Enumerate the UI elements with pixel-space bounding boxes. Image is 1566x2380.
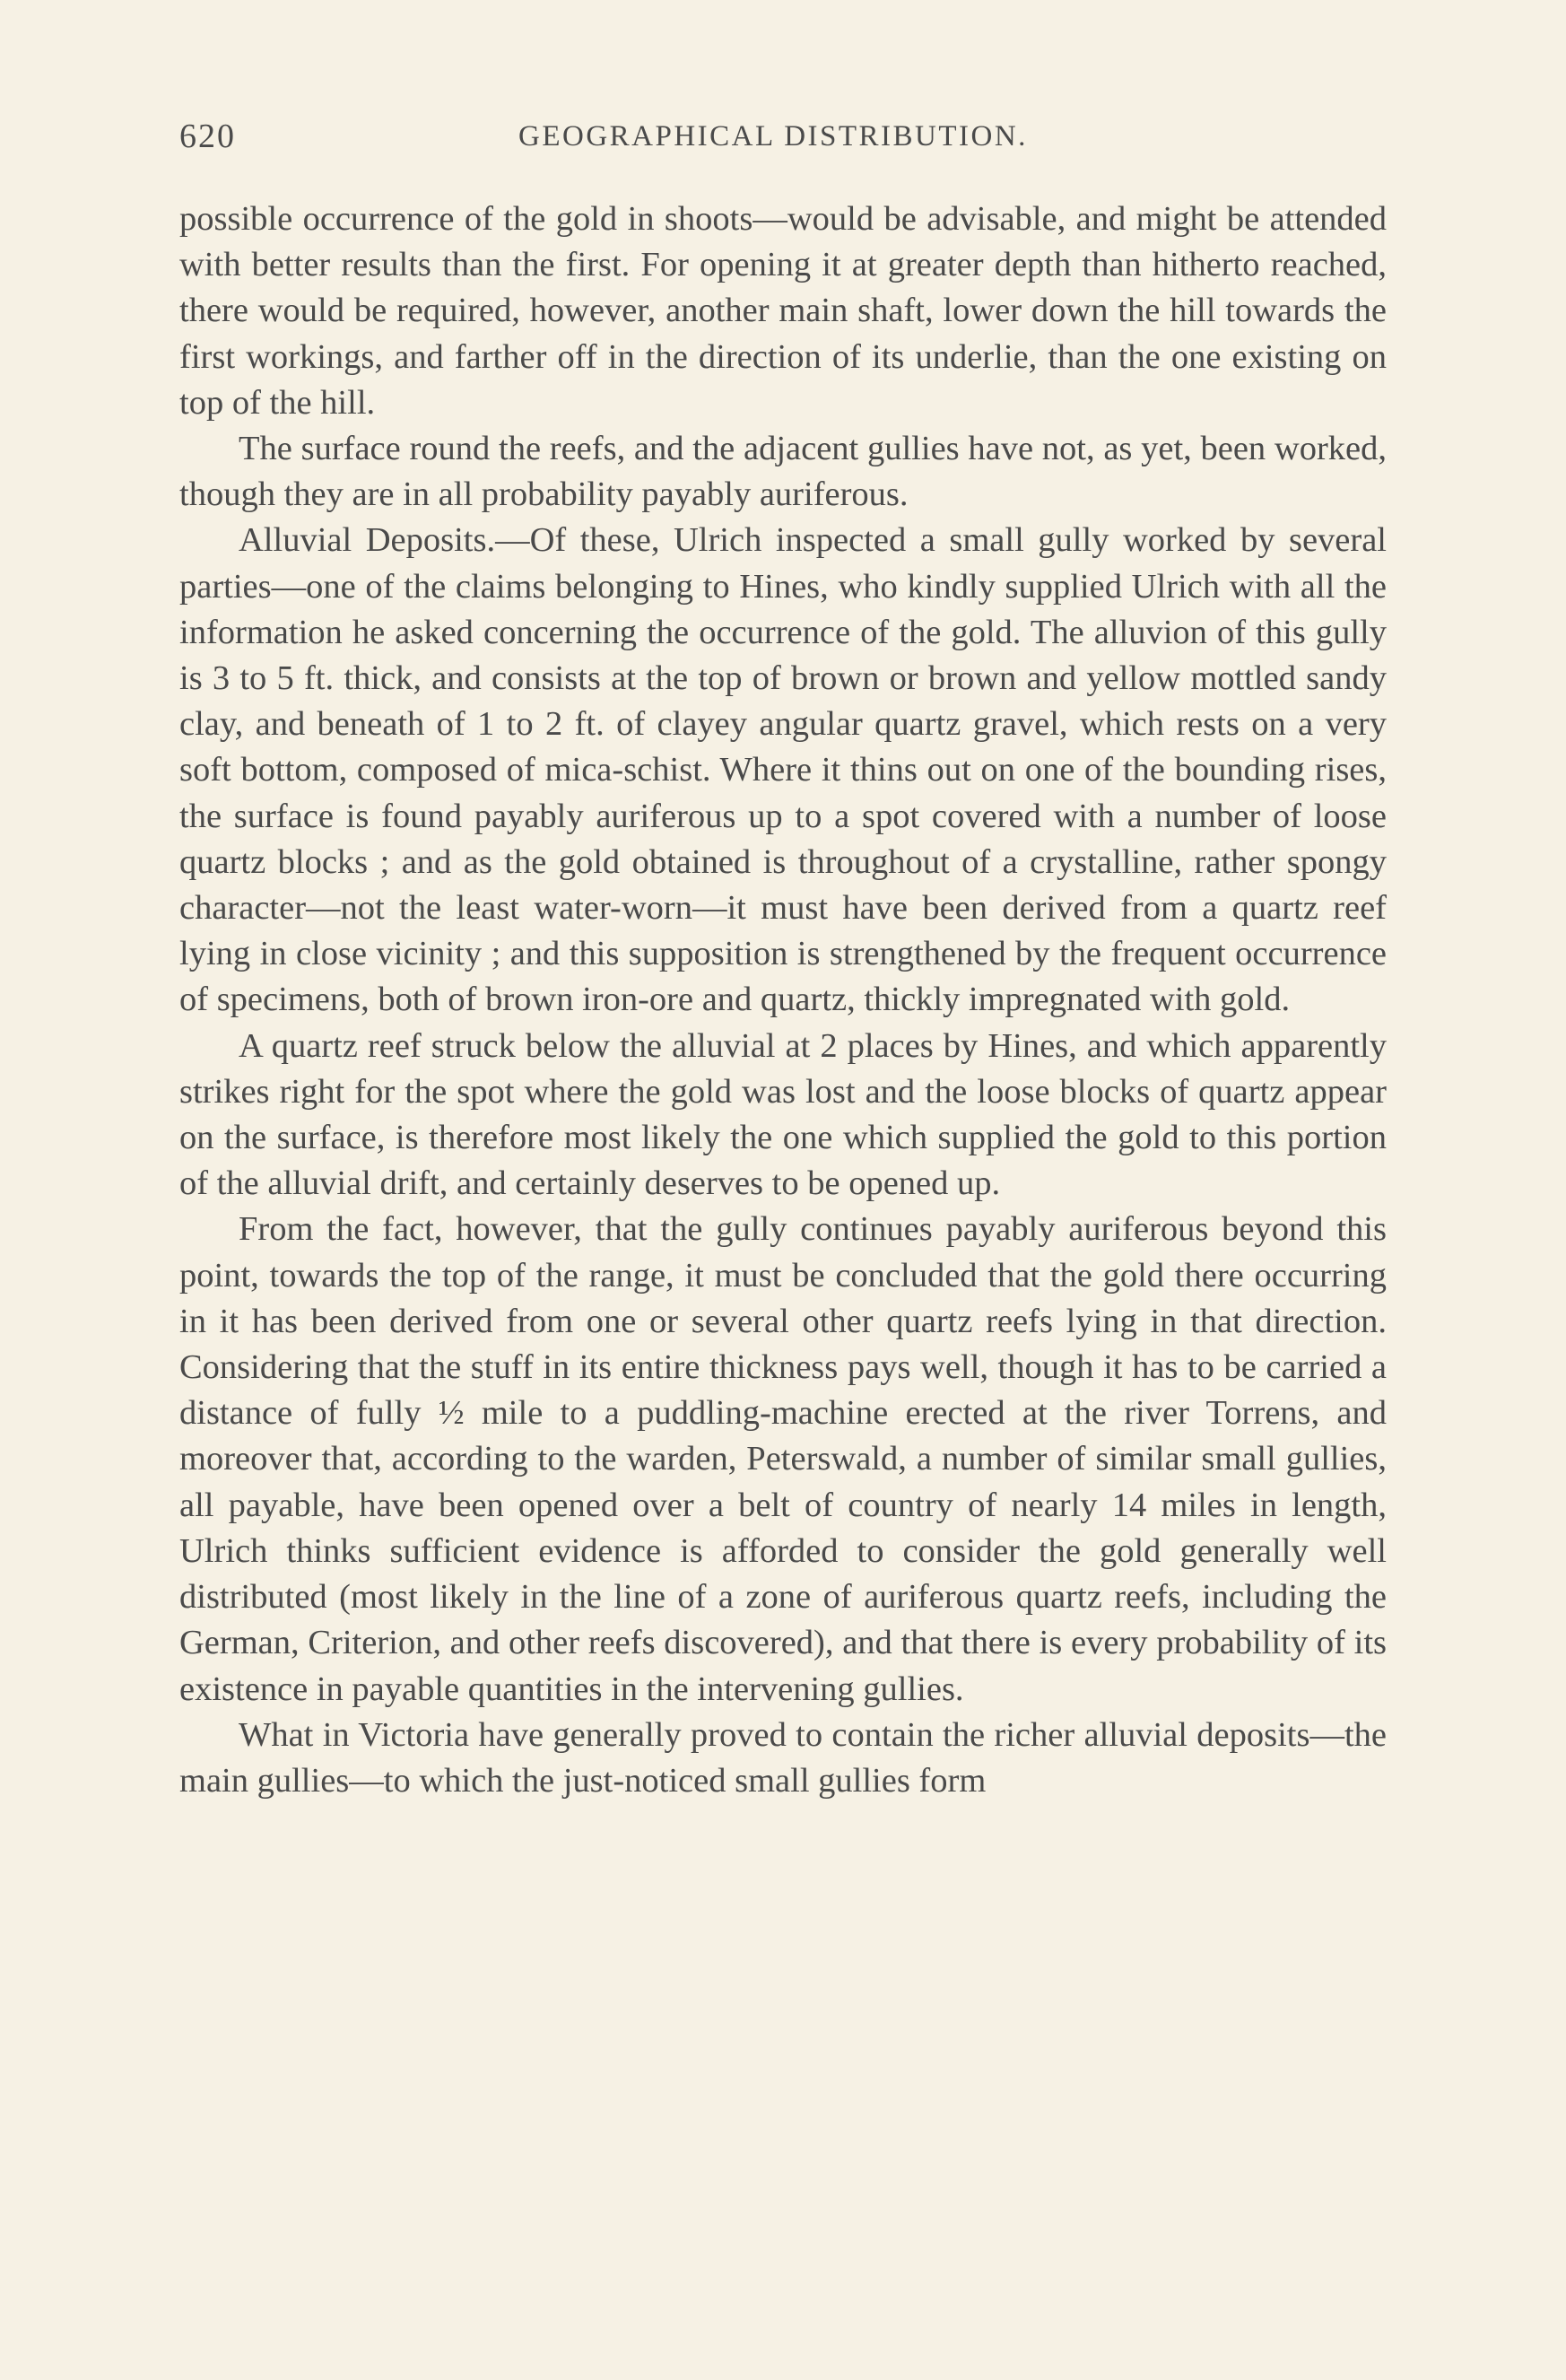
paragraph-gully-continues: From the fact, however, that the gully continues payably auriferous beyond this point, towards the top of the range, it must be concluded that the gold there occurring in it has been derived from one or several other quartz reefs lying in that direction. Considering that the stuff in its entire thickness pays well, though it has to be carried a distance of fully ½ mile to a puddling-machine erected at the river Torrens, and moreover that, according to the warden, Peterswald, a number of similar small gullies, all payable, have been opened over a belt of country of nearly 14 miles in length, Ulrich thinks sufficient evidence is afforded to consider the gold generally well distributed (most likely in the line of a zone of auriferous quartz reefs, including the German, Criterion, and other reefs discovered), and that there is every probability of its existence in payable quantities in the intervening gullies. [179,1210,1387,1708]
paragraph-quartz-reef: A quartz reef struck below the alluvial at 2 places by Hines, and which apparently strikes right for the spot where the gold was lost and the loose blocks of quartz appear on the surface, is therefore most likely the one which supplied the gold to this portion of the alluvial drift, and certainly deserves to be opened up. [179,1026,1387,1203]
page-number: 620 [179,118,236,155]
paragraph-alluvial-deposits: Alluvial Deposits.—Of these, Ulrich inspected a small gully worked by several parties—one of the claims belonging to Hines, who kindly supplied Ulrich with all the information he asked concerning the occurrence of the gold. The alluvion of this gully is 3 to 5 ft. thick, and consists at the top of brown or brown and yellow mottled sandy clay, and beneath of 1 to 2 ft. of clayey angular quartz gravel, which rests on a very soft bottom, composed of mica-schist. Where it thins out on one of the bounding rises, the surface is found payably auriferous up to a spot covered with a number of loose quartz blocks ; and as the gold obtained is throughout of a crystalline, rather spongy character—not the least water-worn—it must have been derived from a quartz reef lying in close vicinity ; and this supposition is strengthened by the frequent occurrence of specimens, both of brown iron-ore and quartz, thickly impregnated with gold. [179,521,1387,1019]
page-header [179,117,1381,161]
paragraph-continued: possible occurrence of the gold in shoots—would be advisable, and might be attended with better results than the first. For opening it at greater depth than hitherto reached, there would be required, however, another main shaft, lower down the hill towards the first workings, and farther off in the direction of its underlie, than the one existing on top of the hill. [179,200,1387,422]
paragraph-victoria: What in Victoria have generally proved to contain the richer alluvial deposits—the main gullies—to which the just-noticed small gullies form [179,1715,1387,1800]
paragraph-surface-reefs: The surface round the reefs, and the adjacent gullies have not, as yet, been worked, though they are in all probability payably auriferous. [179,430,1387,514]
body-text [179,196,1387,1804]
running-head: GEOGRAPHICAL DISTRIBUTION. [518,120,1028,153]
